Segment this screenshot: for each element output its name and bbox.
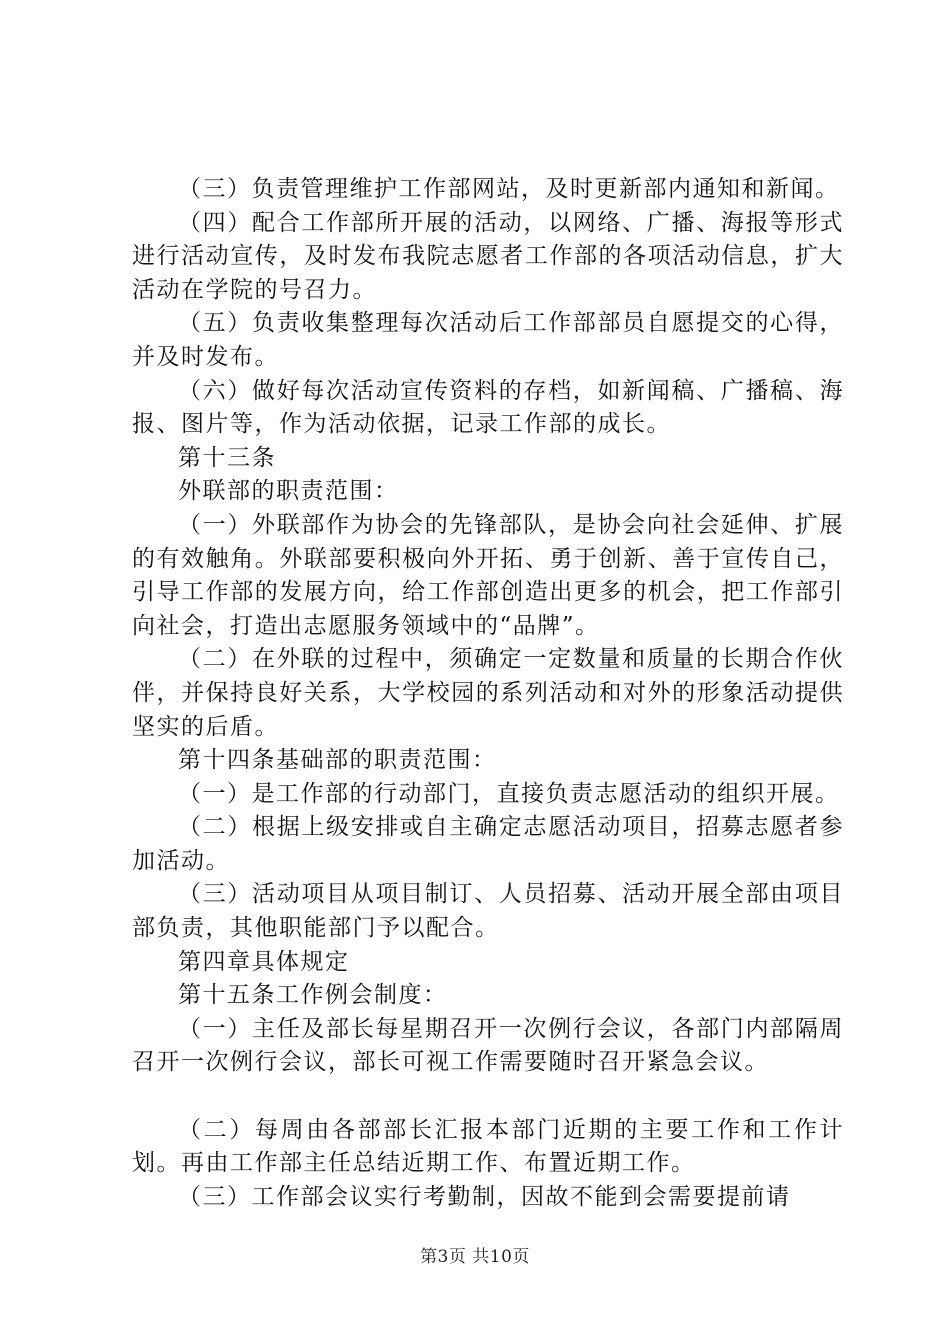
paragraph-duty-4-publicity: （四）配合工作部所开展的活动，以网络、广播、海报等形式进行活动宣传，及时发布我院志愿者工作部的各项活动信息，扩大活动在学院的号召力。 — [132, 209, 844, 303]
paragraph-duty-6-archive: （六）做好每次活动宣传资料的存档，如新闻稿、广播稿、海报、图片等，作为活动依据，记录工作部的成长。 — [132, 377, 844, 438]
paragraph-basic-2: （二）根据上级安排或自主确定志愿活动项目，招募志愿者参加活动。 — [132, 814, 844, 874]
paragraph-basic-3: （三）活动项目从项目制订、人员招募、活动开展全部由项目部负责，其他职能部门予以配合。 — [132, 881, 844, 942]
liaison-dept-heading: 外联部的职责范围： — [178, 478, 399, 505]
page-number-footer: 第3页 共10页 — [420, 1247, 530, 1267]
paragraph-liaison-2: （二）在外联的过程中，须确定一定数量和质量的长期合作伙伴，并保持良好关系，大学校园的系列活动和对外的形象活动提供坚实的后盾。 — [132, 646, 844, 740]
paragraph-duty-5-collect: （五）负责收集整理每次活动后工作部部员自愿提交的心得，并及时发布。 — [132, 310, 844, 370]
paragraph-liaison-1: （一）外联部作为协会的先锋部队，是协会向社会延伸、扩展的有效触角。外联部要积极向外开拓、勇于创新、善于宣传自己，引导工作部的发展方向，给工作部创造出更多的机会，把工作部引向社会，打造出志愿服务领域中的“品牌”。 — [132, 511, 844, 639]
paragraph-duty-3-website: （三）负责管理维护工作部网站，及时更新部内通知和新闻。 — [178, 176, 840, 202]
document-body — [132, 173, 844, 1214]
paragraph-basic-1: （一）是工作部的行动部门，直接负责志愿活动的组织开展。 — [178, 780, 840, 807]
article-14-heading: 第十四条基础部的职责范围： — [178, 747, 497, 774]
chapter-4-heading: 第四章具体规定 — [178, 948, 350, 975]
paragraph-meeting-1: （一）主任及部长每星期召开一次例行会议，各部门内部隔周召开一次例行会议，部长可视工作需要随时召开紧急会议。 — [132, 1015, 844, 1076]
article-15-heading: 第十五条工作例会制度： — [178, 982, 448, 1009]
article-13-heading: 第十三条 — [178, 444, 276, 471]
paragraph-meeting-2: （二）每周由各部部长汇报本部门近期的主要工作和工作计划。再由工作部主任总结近期工作、布置近期工作。 — [132, 1116, 844, 1177]
paragraph-meeting-3: （三）工作部会议实行考勤制，因故不能到会需要提前请 — [178, 1183, 791, 1210]
